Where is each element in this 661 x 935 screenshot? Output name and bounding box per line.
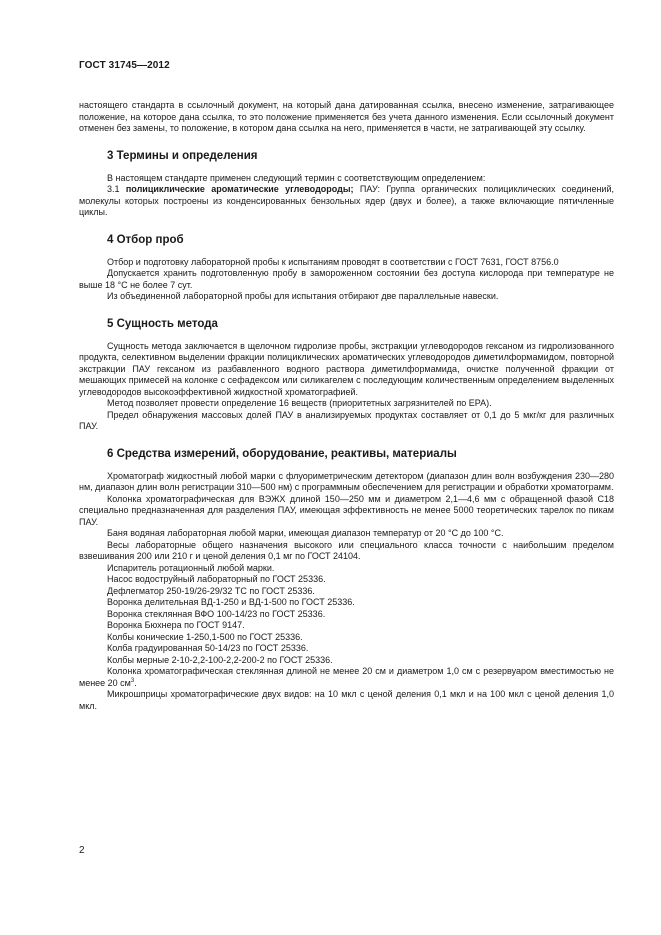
section-4-paragraph: Допускается хранить подготовленную пробу в замороженном состоянии без доступа кислорода при температуре не выше 18 °С не более 7 сут. — [79, 268, 614, 290]
section-6-paragraph: Микрошприцы хроматографические двух видов: на 10 мкл с ценой деления 0,1 мкл и на 100 мкл с ценой деления 1,0 мкл. — [79, 689, 614, 711]
section-6-title: 6 Средства измерений, оборудование, реактивы, материалы — [107, 447, 457, 460]
section-3-paragraph: В настоящем стандарте применен следующий термин с соответствующим определением: — [107, 172, 486, 183]
section-4-title: 4 Отбор проб — [107, 233, 184, 246]
page-number: 2 — [79, 845, 85, 856]
section-6-paragraph: Колбы мерные 2-10-2,2-100-2,2-200-2 по ГОСТ 25336. — [107, 654, 333, 665]
section-3-title: 3 Термины и определения — [107, 149, 258, 162]
section-6-paragraph: Насос водоструйный лабораторный по ГОСТ 25336. — [107, 574, 326, 584]
section-6-paragraph: Колба градуированная 50-14/23 по ГОСТ 25336. — [107, 643, 309, 653]
intro-paragraph: настоящего стандарта в ссылочный документ, на который дана датированная ссылка, внесено изменение, затрагивающее положение, на которое дана ссылка, то это положение применяется без учета данного изменения. Если ссылочный документ отменен без замены, то положение, в котором дана ссылка на него, применяется в части, не затрагивающей эту ссылку. — [79, 100, 614, 133]
document-body — [79, 100, 614, 712]
section-5-paragraph: Предел обнаружения массовых долей ПАУ в анализируемых продуктах составляет от 0,1 до 5 мкг/кг для различных ПАУ. — [79, 409, 614, 431]
term-definition: ПАУ: Группа органических полициклических соединений, молекулы которых построены из конденсированных бензольных ядер (двух и более), а также включающие пятичленные циклы. — [79, 184, 614, 217]
section-4-paragraph: Из объединенной лабораторной пробы для испытания отбирают две параллельные навески. — [107, 291, 499, 301]
section-6-column-paragraph: Колонка хроматографическая стеклянная длиной не менее 20 см и диаметром 1,0 см с резервуаром вместимостью не менее 20 $см^3$. — [79, 666, 614, 688]
section-6-paragraph: Воронка Бюхнера по ГОСТ 9147. — [107, 620, 245, 630]
section-5-paragraph: Сущность метода заключается в щелочном гидролизе пробы, экстракции углеводородов гексаном из гидролизованного продукта, селективном выделении фракции полициклических ароматических углеводородов диметилформамидом, повторной экстракции ПАУ гексаном из разбавленного водного раствора диметилформамида, очистке полученной фракции от мешающих примесей на колонке с сефадексом или силикагелем с последующим количественным определением выделенных углеводородов высокоэффективной жидкостной хроматографией. — [79, 340, 614, 397]
section-4-paragraph: Отбор и подготовку лабораторной пробы к испытаниям проводят в соответствии с ГОСТ 7631, ГОСТ 8756.0 — [107, 256, 559, 267]
section-6-paragraph: Колонка хроматографическая для ВЭЖХ длиной 150—250 мм и диаметром 2,1—4,6 мм с обращенной фазой С18 специально предназначенная для разделения ПАУ, имеющая эффективность не менее 5000 теоретических тарелок по пикам ПАУ. — [79, 493, 614, 527]
section-6-paragraph: Воронка делительная ВД-1-250 и ВД-1-500 по ГОСТ 25336. — [107, 597, 355, 607]
section-5-title: 5 Сущность метода — [107, 317, 218, 330]
section-6-paragraph: Колбы конические 1-250,1-500 по ГОСТ 25336. — [107, 631, 303, 642]
section-6-paragraph: Дефлегматор 250-19/26-29/32 ТС по ГОСТ 25336. — [107, 585, 315, 596]
section-5-paragraph: Метод позволяет провести определение 16 веществ (приоритетных загрязнителей по ЕРА). — [107, 398, 492, 408]
section-6-paragraph: Весы лабораторные общего назначения высокого или специального класса точности с наибольшим пределом взвешивания 200 или 210 г и ценой деления 0,1 мг по ГОСТ 24104. — [79, 539, 614, 561]
section-6-paragraph: Воронка стеклянная ВФО 100-14/23 по ГОСТ 25336. — [107, 608, 326, 619]
term-name: полициклические ароматические углеводороды; — [125, 184, 354, 194]
term-number: 3.1 — [107, 184, 120, 194]
section-6-paragraph: Хроматограф жидкостный любой марки с флуориметрическим детектором (диапазон длин волн возбуждения 230—280 нм, диапазон длин волн регистрации 310—500 нм) с программным обеспечением для регистрации и обработки хроматограмм. — [79, 470, 614, 492]
superscript: 3 — [130, 677, 135, 684]
document-header: ГОСТ 31745—2012 — [79, 60, 170, 71]
section-6-paragraph: Баня водяная лабораторная любой марки, имеющая диапазон температур от 20 °С до 100 °С. — [107, 528, 504, 538]
term-3-1 — [79, 184, 614, 219]
section-6-paragraph: Испаритель ротационный любой марки. — [107, 562, 275, 573]
